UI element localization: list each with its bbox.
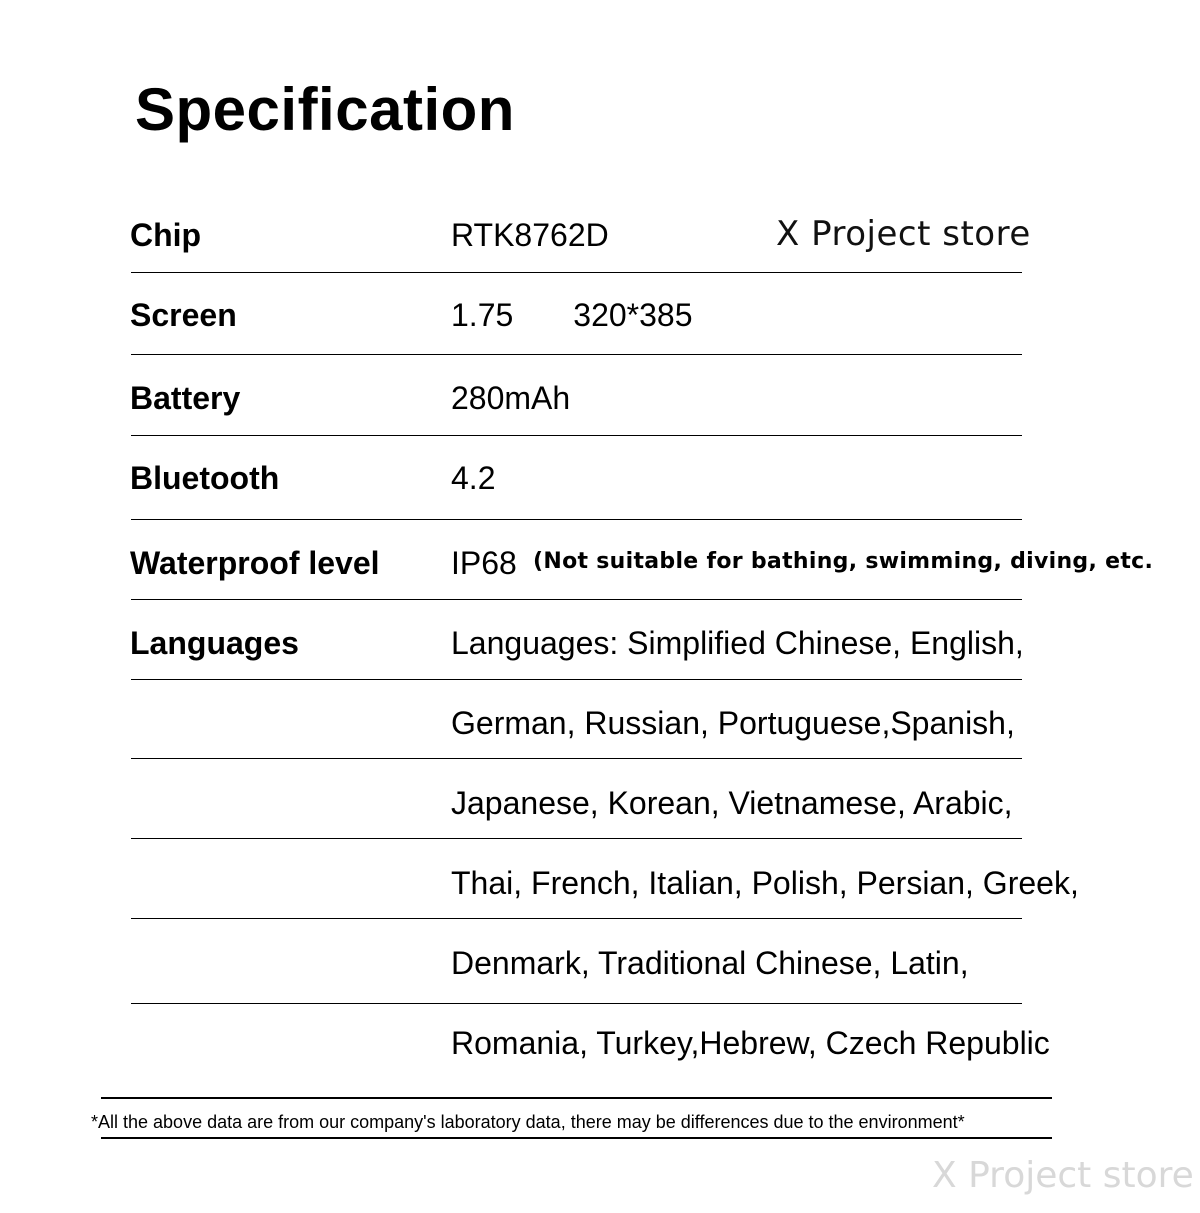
spec-label-chip: Chip (130, 217, 202, 253)
row-divider (131, 272, 1022, 273)
spec-label-waterproof: Waterproof level (130, 545, 380, 581)
spec-value-screen (451, 295, 693, 335)
row-divider (131, 758, 1022, 759)
store-name-label: X Project store (776, 214, 1031, 254)
spec-value-battery: 280mAh (451, 380, 571, 416)
page-title: Specification (135, 76, 515, 143)
row-divider (131, 679, 1022, 680)
footer-bottom-rule (101, 1137, 1052, 1139)
row-divider (131, 918, 1022, 919)
languages-line: Japanese, Korean, Vietnamese, Arabic, (451, 785, 1013, 821)
row-divider (131, 519, 1022, 520)
row-divider (131, 838, 1022, 839)
screen-size-value: 1.75 (451, 297, 514, 333)
store-watermark: X Project store (932, 1155, 1194, 1196)
row-divider (131, 435, 1022, 436)
languages-line: Denmark, Traditional Chinese, Latin, (451, 945, 969, 981)
spec-label-bluetooth: Bluetooth (130, 460, 280, 496)
spec-value-languages: Languages: Simplified Chinese, English, (451, 625, 1024, 661)
languages-line: German, Russian, Portuguese,Spanish, (451, 705, 1015, 741)
spec-value-waterproof: IP68 (451, 545, 517, 581)
spec-note-waterproof: (Not suitable for bathing, swimming, diving, etc. (533, 549, 1154, 574)
row-divider (131, 599, 1022, 600)
spec-value-chip: RTK8762D (451, 217, 609, 253)
row-divider (131, 354, 1022, 355)
footnote-text: *All the above data are from our company's laboratory data, there may be differences due to the environment* (91, 1112, 965, 1132)
row-divider (131, 1003, 1022, 1004)
spec-value-bluetooth: 4.2 (451, 460, 496, 496)
languages-line: Thai, French, Italian, Polish, Persian, Greek, (451, 865, 1079, 901)
screen-resolution-value: 320*385 (573, 297, 693, 333)
footer-top-rule (101, 1097, 1052, 1099)
spec-label-languages: Languages (130, 625, 299, 661)
languages-line: Romania, Turkey,Hebrew, Czech Republic (451, 1025, 1050, 1061)
spec-label-screen: Screen (130, 297, 237, 333)
spec-label-battery: Battery (130, 380, 241, 416)
